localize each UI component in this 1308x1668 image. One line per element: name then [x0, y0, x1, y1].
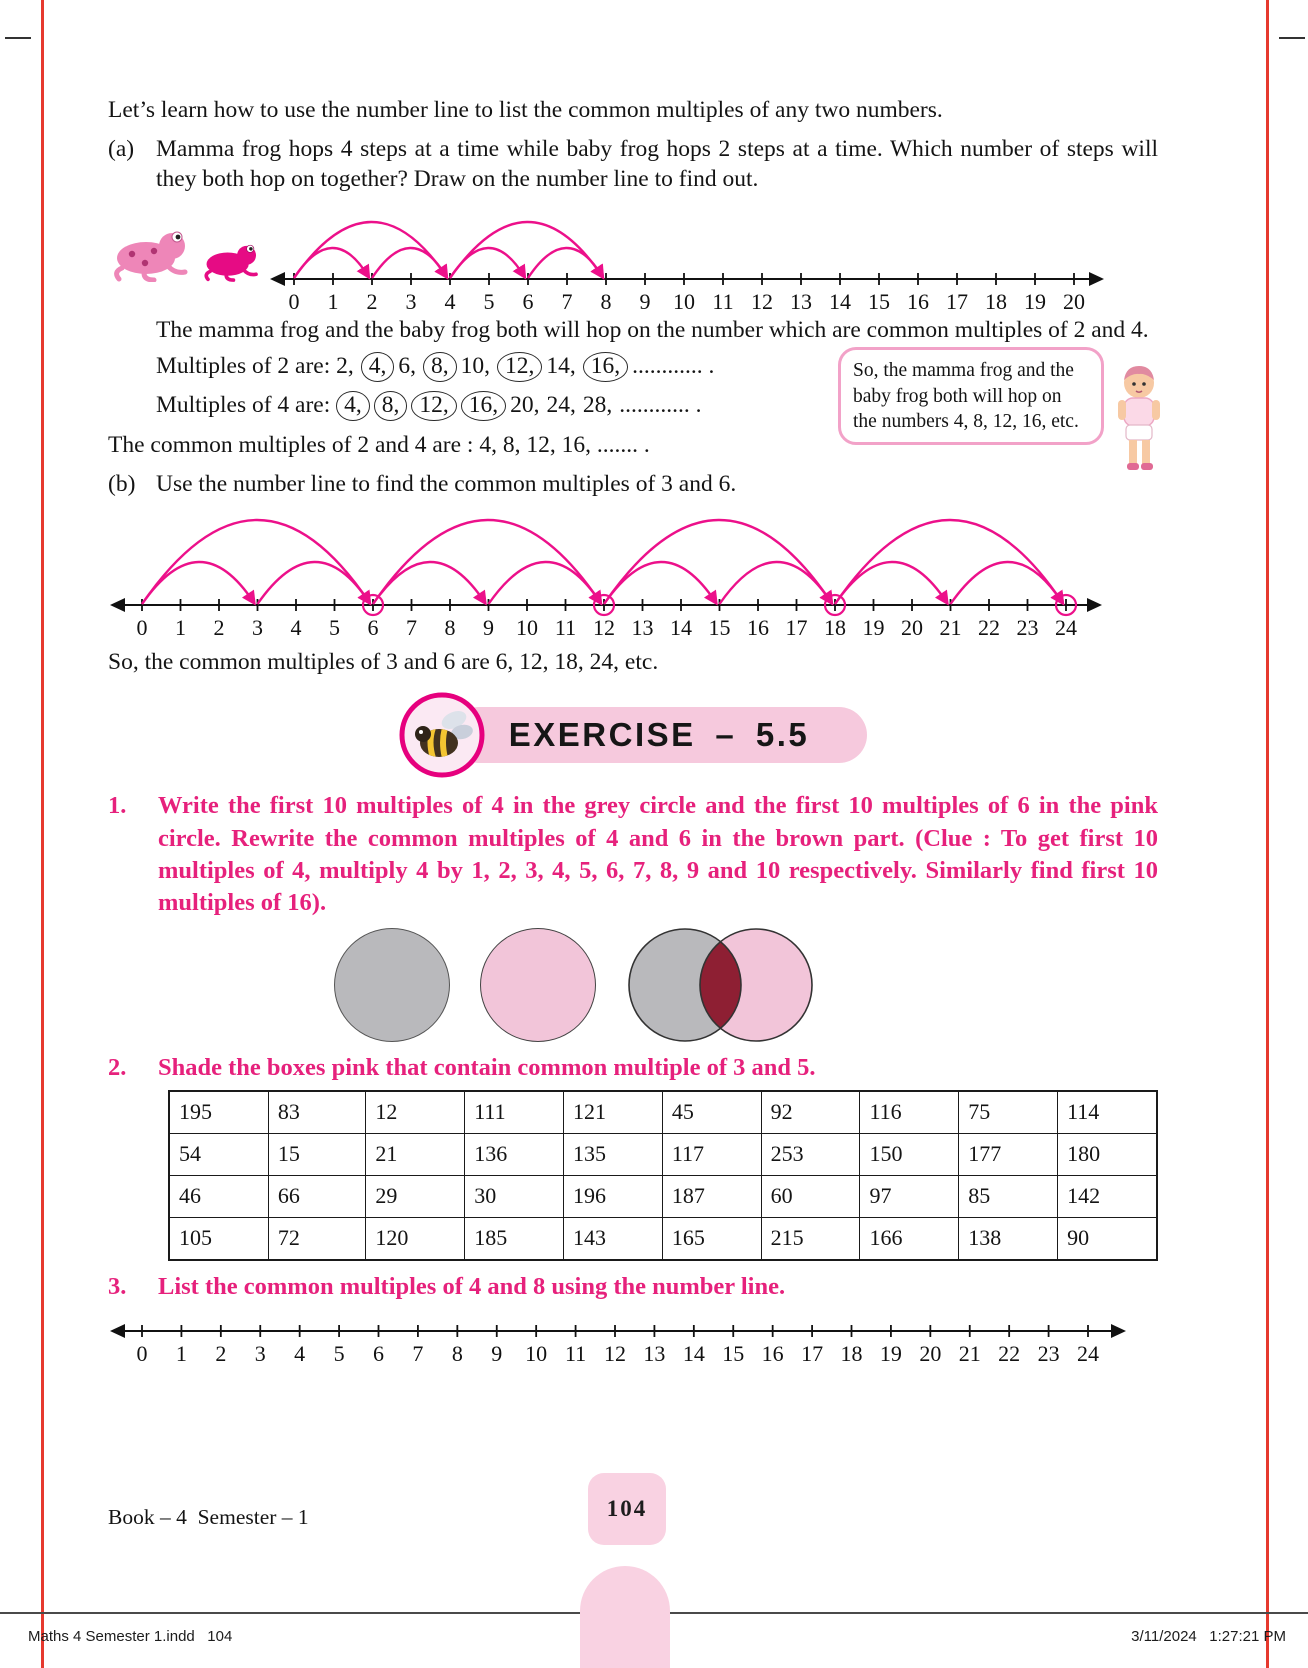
svg-text:2: 2 [215, 1341, 227, 1367]
question-3-number: 3. [108, 1272, 127, 1300]
svg-text:18: 18 [824, 615, 846, 641]
multiples-lines [156, 349, 868, 424]
table-cell[interactable]: 136 [465, 1133, 564, 1175]
book-footer: Book – 4 Semester – 1 [108, 1504, 309, 1529]
table-cell[interactable]: 185 [465, 1217, 564, 1260]
svg-text:15: 15 [868, 288, 890, 313]
svg-text:20: 20 [1063, 288, 1085, 313]
multiples-2-list [336, 353, 721, 379]
table-cell[interactable]: 60 [761, 1175, 860, 1217]
svg-text:3: 3 [405, 288, 417, 313]
multiples-4-prefix: Multiples of 4 are: [156, 392, 331, 419]
svg-text:18: 18 [985, 288, 1007, 313]
speech-bubble-text: So, the mamma frog and the baby frog both will hop on the numbers 4, 8, 12, 16, etc. [853, 360, 1079, 432]
table-row [169, 1091, 1157, 1134]
table-cell[interactable]: 45 [662, 1091, 761, 1134]
page-content [108, 95, 1158, 1367]
svg-text:8: 8 [600, 288, 612, 313]
svg-text:17: 17 [801, 1341, 824, 1367]
table-cell[interactable]: 215 [761, 1217, 860, 1260]
table-cell[interactable]: 196 [564, 1175, 663, 1217]
svg-text:22: 22 [998, 1341, 1021, 1367]
svg-text:17: 17 [785, 615, 808, 641]
circled-number: 4, [336, 391, 370, 421]
svg-text:14: 14 [682, 1341, 705, 1367]
svg-text:10: 10 [516, 615, 538, 641]
question-3 [108, 1271, 1158, 1303]
item-b [108, 469, 1158, 500]
svg-text:22: 22 [978, 615, 1000, 641]
multiples-of-2-line [156, 349, 868, 384]
number-token: 10, [460, 353, 491, 380]
svg-text:2: 2 [366, 288, 378, 313]
baby-frog-icon [200, 236, 264, 287]
svg-text:12: 12 [593, 615, 615, 641]
svg-text:24: 24 [1077, 1341, 1099, 1367]
table-cell[interactable]: 111 [465, 1091, 564, 1134]
item-a-label: (a) [108, 135, 135, 162]
item-b-label: (b) [108, 470, 136, 497]
item-b-text: Use the number line to find the common multiples of 3 and 6. [156, 470, 737, 497]
table-cell[interactable]: 142 [1058, 1175, 1157, 1217]
svg-text:9: 9 [483, 615, 494, 641]
svg-text:9: 9 [639, 288, 651, 313]
svg-text:1: 1 [327, 288, 339, 313]
svg-text:7: 7 [406, 615, 417, 641]
svg-text:6: 6 [367, 615, 379, 641]
exercise-title-pill [465, 707, 867, 763]
question-2-text: Shade the boxes pink that contain common multiple of 3 and 5. [158, 1053, 816, 1081]
svg-text:3: 3 [252, 615, 263, 641]
question-1-number: 1. [108, 792, 127, 820]
table-cell[interactable]: 83 [268, 1091, 366, 1134]
svg-text:5: 5 [483, 288, 495, 313]
table-cell[interactable]: 66 [268, 1175, 366, 1217]
multiples-4-list [336, 392, 708, 418]
table-cell[interactable]: 12 [366, 1091, 465, 1134]
svg-text:0: 0 [288, 288, 300, 313]
svg-text:1: 1 [175, 1341, 187, 1367]
svg-text:4: 4 [294, 1341, 306, 1367]
exercise-banner [399, 692, 867, 778]
svg-text:3: 3 [254, 1341, 266, 1367]
question-3-text: List the common multiples of 4 and 8 using the number line. [158, 1272, 786, 1300]
right-margin-rule [1266, 0, 1269, 1668]
table-cell[interactable]: 138 [959, 1217, 1058, 1260]
number-token: 6, [398, 353, 417, 380]
svg-text:13: 13 [790, 288, 812, 313]
svg-text:18: 18 [840, 1341, 863, 1367]
number-line-0-24-hops [108, 507, 1108, 641]
svg-text:5: 5 [329, 615, 340, 641]
circled-number: 8, [374, 391, 408, 421]
svg-text:11: 11 [554, 615, 577, 641]
svg-text:8: 8 [451, 1341, 463, 1367]
svg-text:20: 20 [919, 1341, 942, 1367]
circled-number: 12, [411, 391, 456, 421]
numberline-1-row [108, 197, 1158, 313]
circled-number: 8, [423, 352, 457, 382]
svg-text:10: 10 [525, 1341, 548, 1367]
table-row [169, 1217, 1157, 1260]
crop-mark-top-right [1279, 37, 1305, 39]
svg-text:14: 14 [829, 288, 851, 313]
number-token: 20, [510, 392, 540, 419]
number-token: 2, [336, 353, 354, 380]
svg-text:21: 21 [939, 615, 962, 641]
number-token: ............ . [619, 392, 702, 419]
question-1-figures [334, 926, 1158, 1044]
multiples-2-prefix: Multiples of 2 are: [156, 353, 331, 380]
question-2-number: 2. [108, 1053, 127, 1081]
item-a-text: Mamma frog hops 4 steps at a time while baby frog hops 2 steps at a time. Which number of steps will they both hop on together? Draw on the number line to find out. [156, 135, 1158, 193]
svg-text:11: 11 [712, 288, 734, 313]
exercise-title: EXERCISE – 5.5 [508, 716, 810, 754]
svg-text:0: 0 [136, 1341, 148, 1367]
multiples-section [108, 349, 1158, 459]
bee-icon [399, 692, 485, 778]
svg-text:4: 4 [444, 288, 456, 313]
svg-text:14: 14 [670, 615, 692, 641]
svg-text:6: 6 [373, 1341, 384, 1367]
crop-mark-top-left [5, 37, 31, 39]
table-cell[interactable]: 187 [662, 1175, 761, 1217]
number-token: 14, [546, 353, 576, 380]
speech-bubble [838, 347, 1104, 445]
number-line-0-24-blank [108, 1317, 1132, 1367]
svg-text:5: 5 [333, 1341, 345, 1367]
kid-illustration [1108, 363, 1168, 480]
circled-number: 16, [583, 352, 628, 382]
svg-text:20: 20 [901, 615, 923, 641]
svg-text:24: 24 [1055, 615, 1077, 641]
svg-text:23: 23 [1016, 615, 1039, 641]
svg-text:12: 12 [751, 288, 773, 313]
table-cell[interactable]: 85 [959, 1175, 1058, 1217]
page-number-tab [588, 1473, 666, 1545]
table-cell[interactable]: 92 [761, 1091, 860, 1134]
decorative-arch [580, 1566, 670, 1668]
left-margin-rule [41, 0, 44, 1668]
svg-text:8: 8 [444, 615, 456, 641]
table-cell[interactable]: 117 [662, 1133, 761, 1175]
table-cell[interactable]: 30 [465, 1175, 564, 1217]
svg-text:17: 17 [946, 288, 968, 313]
svg-text:7: 7 [561, 288, 573, 313]
svg-text:12: 12 [604, 1341, 626, 1367]
mamma-frog-icon [108, 220, 196, 287]
table-cell[interactable]: 177 [959, 1133, 1058, 1175]
svg-text:19: 19 [879, 1341, 902, 1367]
svg-text:0: 0 [136, 615, 148, 641]
table-cell[interactable]: 105 [169, 1217, 268, 1260]
svg-text:23: 23 [1037, 1341, 1060, 1367]
pink-circle[interactable] [480, 928, 596, 1042]
question-2 [108, 1052, 1158, 1084]
frogs-paragraph: The mamma frog and the baby frog both will hop on the number which are common multiples of 2 and 4. [156, 316, 1149, 343]
table-cell[interactable]: 15 [268, 1133, 366, 1175]
table-cell[interactable]: 180 [1058, 1133, 1157, 1175]
table-cell[interactable]: 21 [366, 1133, 465, 1175]
intro-paragraph: Let’s learn how to use the number line to list the common multiples of any two numbers. [108, 97, 943, 123]
conclusion-paragraph: So, the common multiples of 3 and 6 are 6, 12, 18, 24, etc. [108, 649, 659, 676]
table-row [169, 1175, 1157, 1217]
table-cell[interactable]: 46 [169, 1175, 268, 1217]
print-filename: Maths 4 Semester 1.indd 104 [28, 1628, 233, 1645]
svg-text:4: 4 [290, 615, 302, 641]
svg-text:13: 13 [643, 1341, 666, 1367]
multiples-table [168, 1090, 1158, 1261]
svg-text:19: 19 [862, 615, 885, 641]
grey-circle[interactable] [334, 928, 450, 1042]
table-cell[interactable]: 29 [366, 1175, 465, 1217]
svg-text:1: 1 [175, 615, 186, 641]
table-cell[interactable]: 166 [860, 1217, 959, 1260]
svg-text:16: 16 [747, 615, 769, 641]
svg-text:9: 9 [491, 1341, 503, 1367]
svg-text:7: 7 [412, 1341, 424, 1367]
multiples-of-4-line [156, 388, 868, 423]
common-multiples-line: The common multiples of 2 and 4 are : 4, 8, 12, 16, ....... . [108, 431, 650, 458]
table-cell[interactable]: 165 [662, 1217, 761, 1260]
venn-diagram[interactable] [626, 926, 816, 1044]
number-token: ............ . [632, 353, 715, 380]
number-token: 28, [582, 392, 613, 419]
svg-text:13: 13 [631, 615, 654, 641]
table-cell[interactable]: 75 [959, 1091, 1058, 1134]
svg-text:15: 15 [708, 615, 731, 641]
print-timestamp: 3/11/2024 1:27:21 PM [1131, 1628, 1286, 1645]
circled-number: 12, [497, 352, 542, 382]
svg-text:11: 11 [564, 1341, 587, 1367]
table-cell[interactable]: 97 [860, 1175, 959, 1217]
table-cell[interactable]: 116 [860, 1091, 959, 1134]
number-line-0-20 [268, 197, 1118, 313]
svg-text:16: 16 [907, 288, 929, 313]
table-cell[interactable]: 143 [564, 1217, 663, 1260]
table-cell[interactable]: 90 [1058, 1217, 1157, 1260]
table-cell[interactable]: 54 [169, 1133, 268, 1175]
number-token: 24, [546, 392, 576, 419]
svg-text:6: 6 [522, 288, 534, 313]
circled-number: 4, [361, 352, 395, 382]
table-cell[interactable]: 72 [268, 1217, 366, 1260]
table-cell[interactable]: 121 [564, 1091, 663, 1134]
svg-text:21: 21 [958, 1341, 981, 1367]
table-row [169, 1133, 1157, 1175]
table-cell[interactable]: 120 [366, 1217, 465, 1260]
svg-text:10: 10 [673, 288, 695, 313]
svg-text:19: 19 [1024, 288, 1046, 313]
item-a [108, 134, 1158, 195]
question-1 [108, 790, 1158, 919]
question-1-text: Write the first 10 multiples of 4 in the grey circle and the first 10 multiples of 6 in the pink circle. Rewrite the common multiples of 4 and 6 in the brown part. (Clue : To get first 10 multiples of 4, multiply 4 by 1, 2, 3, 4, 5, 6, 7, 8, 9 and 10 respectively. Similarly find first 10 multiples of 16). [158, 792, 1158, 917]
svg-text:2: 2 [213, 615, 225, 641]
svg-text:15: 15 [722, 1341, 745, 1367]
page-number: 104 [606, 1496, 648, 1521]
table-cell[interactable]: 253 [761, 1133, 860, 1175]
circled-number: 16, [461, 391, 506, 421]
table-cell[interactable]: 114 [1058, 1091, 1157, 1134]
table-cell[interactable]: 135 [564, 1133, 663, 1175]
table-cell[interactable]: 195 [169, 1091, 268, 1134]
svg-text:16: 16 [761, 1341, 784, 1367]
table-cell[interactable]: 150 [860, 1133, 959, 1175]
